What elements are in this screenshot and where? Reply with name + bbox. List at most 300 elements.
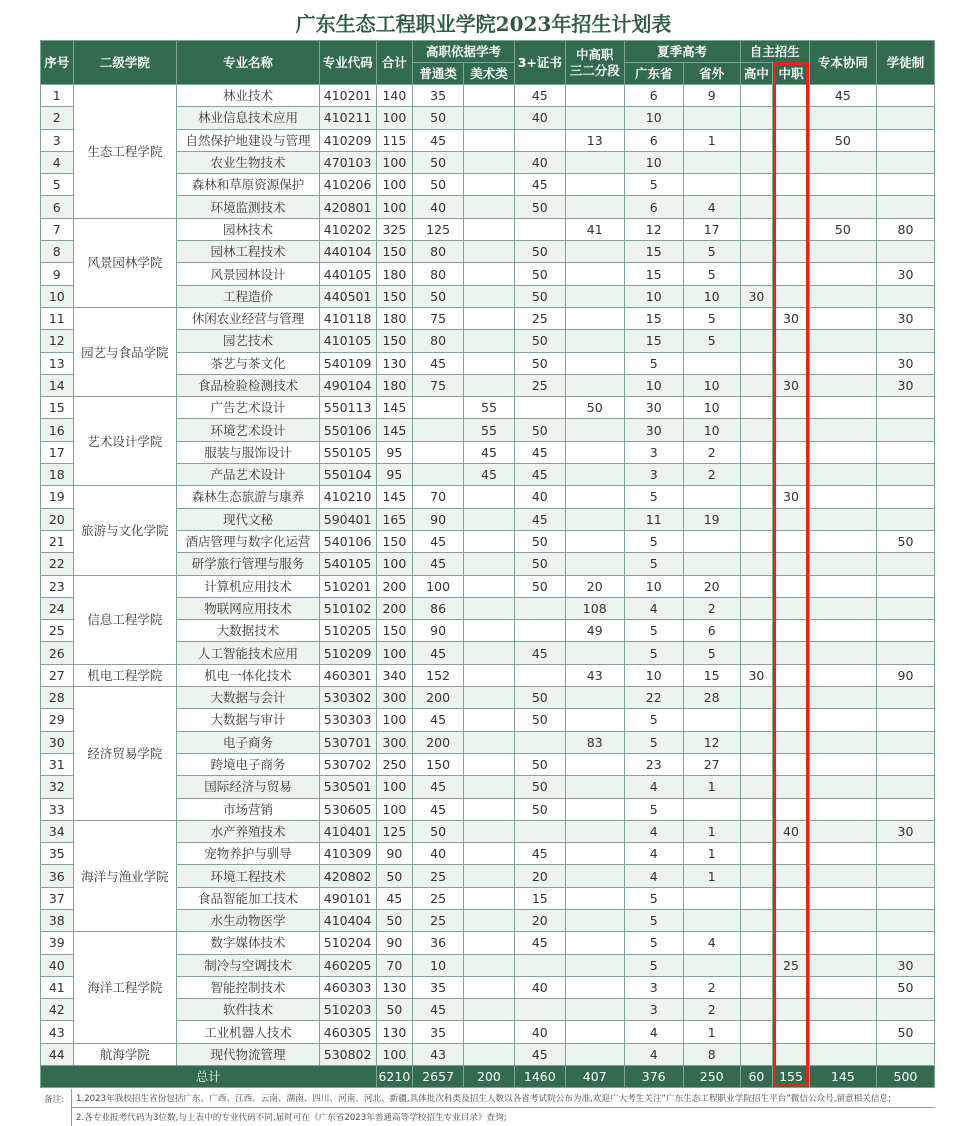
cell-self-high [740,999,773,1021]
cell-self-mid [773,85,810,107]
cell-gaozhi-general: 45 [413,530,464,552]
cell-gaozhi-general [413,419,464,441]
cell-self-mid: 30 [773,486,810,508]
notes-divider [72,1107,935,1108]
cell-cert: 40 [514,976,565,998]
cell-total: 100 [376,151,413,173]
cell-code: 460205 [319,954,376,976]
cell-zhonggao [565,642,624,664]
cell-summer-gd: 5 [624,731,683,753]
cell-major: 现代物流管理 [177,1043,319,1065]
cell-summer-gd: 15 [624,330,683,352]
cell-major: 园林技术 [177,218,319,240]
cell-gaozhi-general: 90 [413,508,464,530]
cell-self-mid [773,597,810,619]
cell-gaozhi-art [464,887,515,909]
cell-self-mid: 30 [773,307,810,329]
cell-summer-gd: 5 [624,909,683,931]
cell-summer-out: 1 [683,776,740,798]
total-value: 2657 [413,1066,464,1088]
cell-zhuanben [809,820,876,842]
cell-apprentice [876,642,934,664]
cell-summer-gd: 10 [624,107,683,129]
cell-summer-out: 28 [683,687,740,709]
cell-self-high [740,776,773,798]
cell-apprentice [876,553,934,575]
cell-self-mid [773,107,810,129]
cell-gaozhi-art [464,530,515,552]
table-row [41,1043,935,1065]
cell-total: 145 [376,397,413,419]
cell-major: 制冷与空调技术 [177,954,319,976]
cell-summer-out: 1 [683,865,740,887]
cell-summer-out: 8 [683,1043,740,1065]
cell-zhonggao [565,107,624,129]
cell-zhuanben [809,374,876,396]
cell-self-high [740,374,773,396]
cell-summer-gd: 22 [624,687,683,709]
notes-line-1: 1.2023年我校招生省份包括广东、广西、江西、云南、湖南、四川、河南、河北、新疆,具体批次科类及招生人数以各省考试院公布为准,欢迎广大考生关注“广东生态工程职业学院招生平台”微信公众号,留意相关信息; [76,1094,891,1104]
cell-gaozhi-general: 125 [413,218,464,240]
cell-zhuanben [809,263,876,285]
cell-apprentice [876,887,934,909]
cell-apprentice [876,151,934,173]
header-self-high: 高中 [740,63,773,85]
cell-self-high [740,954,773,976]
cell-total: 250 [376,753,413,775]
cell-zhonggao: 49 [565,620,624,642]
cell-summer-out: 2 [683,597,740,619]
cell-code: 440501 [319,285,376,307]
cell-major: 服装与服饰设计 [177,441,319,463]
cell-total: 300 [376,687,413,709]
cell-seq: 10 [41,285,74,307]
college-cell: 海洋工程学院 [73,932,177,1043]
cell-major: 人工智能技术应用 [177,642,319,664]
cell-gaozhi-art [464,932,515,954]
cell-major: 林业信息技术应用 [177,107,319,129]
cell-major: 林业技术 [177,85,319,107]
cell-code: 410404 [319,909,376,931]
cell-gaozhi-art [464,85,515,107]
cell-summer-gd: 10 [624,285,683,307]
table-row [41,307,935,329]
cell-gaozhi-art [464,820,515,842]
cell-self-high [740,642,773,664]
cell-code: 510102 [319,597,376,619]
header-summer-gd: 广东省 [624,63,683,85]
cell-gaozhi-art [464,731,515,753]
header-zhonggao-line2: 三二分段 [569,62,620,78]
cell-cert [514,620,565,642]
cell-summer-gd: 5 [624,798,683,820]
cell-cert: 50 [514,241,565,263]
cell-gaozhi-general: 25 [413,909,464,931]
cell-summer-gd: 5 [624,174,683,196]
notes-label: 备注: [40,1089,72,1126]
cell-self-mid [773,731,810,753]
cell-summer-gd: 30 [624,419,683,441]
cell-total: 100 [376,1043,413,1065]
cell-self-high [740,932,773,954]
cell-summer-gd: 5 [624,954,683,976]
header-summer-out: 省外 [683,63,740,85]
enrollment-plan-table [40,40,935,1088]
header-code: 专业代码 [319,41,376,85]
cell-gaozhi-art [464,107,515,129]
cell-summer-gd: 4 [624,597,683,619]
cell-cert: 20 [514,909,565,931]
cell-total: 90 [376,843,413,865]
cell-zhuanben [809,107,876,129]
college-cell: 园艺与食品学院 [73,307,177,396]
cell-gaozhi-general: 80 [413,263,464,285]
cell-apprentice [876,620,934,642]
cell-gaozhi-general: 45 [413,129,464,151]
cell-zhonggao: 50 [565,397,624,419]
cell-seq: 15 [41,397,74,419]
cell-self-mid [773,151,810,173]
cell-summer-out: 15 [683,664,740,686]
cell-summer-out [683,352,740,374]
cell-gaozhi-general: 200 [413,687,464,709]
cell-self-mid [773,129,810,151]
cell-apprentice [876,241,934,263]
cell-zhonggao [565,753,624,775]
table-row [41,218,935,240]
cell-summer-gd: 6 [624,85,683,107]
cell-cert: 45 [514,843,565,865]
page-title: 广东生态工程职业学院2023年招生计划表 [295,12,672,36]
cell-zhonggao [565,553,624,575]
cell-total: 50 [376,999,413,1021]
cell-gaozhi-general: 86 [413,597,464,619]
cell-gaozhi-general [413,441,464,463]
cell-seq: 6 [41,196,74,218]
cell-self-mid [773,196,810,218]
cell-cert: 40 [514,107,565,129]
cell-gaozhi-general: 45 [413,776,464,798]
cell-summer-out [683,887,740,909]
cell-summer-gd: 5 [624,530,683,552]
cell-gaozhi-general: 35 [413,85,464,107]
cell-gaozhi-general: 90 [413,620,464,642]
cell-summer-gd: 5 [624,887,683,909]
cell-gaozhi-art [464,352,515,374]
cell-total: 150 [376,285,413,307]
cell-zhonggao [565,508,624,530]
cell-apprentice [876,107,934,129]
cell-zhonggao: 108 [565,597,624,619]
cell-self-high [740,553,773,575]
total-value: 250 [683,1066,740,1088]
cell-zhonggao [565,909,624,931]
cell-summer-gd: 3 [624,976,683,998]
cell-total: 340 [376,664,413,686]
cell-apprentice [876,709,934,731]
cell-gaozhi-art [464,263,515,285]
cell-zhonggao [565,530,624,552]
cell-zhonggao: 20 [565,575,624,597]
cell-summer-out: 5 [683,330,740,352]
cell-gaozhi-general: 50 [413,151,464,173]
cell-self-high [740,709,773,731]
cell-self-mid [773,218,810,240]
cell-zhonggao [565,174,624,196]
cell-gaozhi-art: 45 [464,441,515,463]
cell-seq: 32 [41,776,74,798]
cell-zhuanben [809,731,876,753]
cell-zhuanben [809,285,876,307]
header-self-mid: 中职 [773,63,810,85]
cell-total: 200 [376,575,413,597]
cell-apprentice: 30 [876,307,934,329]
cell-self-high [740,798,773,820]
total-row [41,1066,935,1088]
cell-summer-out: 12 [683,731,740,753]
cell-zhuanben: 45 [809,85,876,107]
cell-total: 145 [376,486,413,508]
table-row [41,820,935,842]
cell-summer-out [683,151,740,173]
cell-major: 研学旅行管理与服务 [177,553,319,575]
cell-self-high [740,843,773,865]
total-value: 200 [464,1066,515,1088]
cell-summer-out [683,709,740,731]
cell-self-mid [773,464,810,486]
cell-code: 440105 [319,263,376,285]
cell-seq: 17 [41,441,74,463]
cell-code: 530501 [319,776,376,798]
cell-total: 100 [376,798,413,820]
cell-summer-out: 10 [683,285,740,307]
cell-seq: 5 [41,174,74,196]
cell-self-high [740,441,773,463]
cell-zhonggao: 13 [565,129,624,151]
cell-total: 95 [376,441,413,463]
cell-code: 410309 [319,843,376,865]
cell-total: 180 [376,263,413,285]
cell-self-high [740,820,773,842]
cell-cert [514,731,565,753]
cell-zhonggao [565,441,624,463]
cell-gaozhi-general: 45 [413,709,464,731]
cell-gaozhi-art [464,575,515,597]
cell-zhuanben [809,753,876,775]
cell-self-high [740,1021,773,1043]
table-row [41,575,935,597]
cell-seq: 44 [41,1043,74,1065]
cell-gaozhi-art [464,129,515,151]
cell-zhuanben [809,174,876,196]
cell-self-high [740,1043,773,1065]
cell-zhuanben [809,397,876,419]
cell-apprentice [876,798,934,820]
cell-zhuanben [809,1021,876,1043]
cell-gaozhi-general: 75 [413,374,464,396]
cell-gaozhi-general: 75 [413,307,464,329]
cell-code: 530802 [319,1043,376,1065]
cell-total: 100 [376,642,413,664]
table-row [41,687,935,709]
cell-gaozhi-general: 50 [413,174,464,196]
cell-summer-out: 10 [683,419,740,441]
cell-gaozhi-art: 55 [464,397,515,419]
cell-zhonggao: 41 [565,218,624,240]
cell-seq: 13 [41,352,74,374]
cell-zhonggao [565,798,624,820]
cell-summer-gd: 4 [624,843,683,865]
cell-gaozhi-art [464,976,515,998]
cell-gaozhi-art [464,843,515,865]
cell-gaozhi-general: 43 [413,1043,464,1065]
cell-major: 计算机应用技术 [177,575,319,597]
cell-major: 广告艺术设计 [177,397,319,419]
cell-total: 150 [376,241,413,263]
cell-gaozhi-art [464,553,515,575]
header-apprentice: 学徒制 [876,41,934,85]
table-row [41,85,935,107]
cell-self-mid [773,843,810,865]
cell-self-high [740,307,773,329]
notes-line-2: 2.各专业报考代码为3位数,与上表中的专业代码不同,届时可在《广东省2023年普通高等学校招生专业目录》查询; [76,1113,507,1123]
cell-self-mid [773,285,810,307]
cell-total: 50 [376,865,413,887]
cell-zhonggao [565,196,624,218]
cell-total: 100 [376,174,413,196]
cell-cert: 45 [514,642,565,664]
cell-zhonggao [565,687,624,709]
cell-cert: 45 [514,85,565,107]
cell-zhonggao [565,1043,624,1065]
cell-summer-out [683,530,740,552]
cell-self-mid [773,887,810,909]
cell-summer-out: 4 [683,932,740,954]
cell-self-high [740,753,773,775]
cell-gaozhi-art [464,1021,515,1043]
cell-cert: 50 [514,753,565,775]
cell-self-high [740,107,773,129]
cell-code: 530302 [319,687,376,709]
cell-seq: 29 [41,709,74,731]
cell-apprentice [876,397,934,419]
cell-cert: 25 [514,307,565,329]
cell-summer-gd: 5 [624,352,683,374]
cell-gaozhi-general: 25 [413,865,464,887]
cell-self-high [740,218,773,240]
cell-major: 智能控制技术 [177,976,319,998]
cell-total: 70 [376,954,413,976]
cell-code: 540105 [319,553,376,575]
cell-gaozhi-general: 45 [413,352,464,374]
cell-code: 410105 [319,330,376,352]
cell-self-mid [773,709,810,731]
cell-total: 95 [376,464,413,486]
cell-apprentice: 50 [876,530,934,552]
cell-self-high: 30 [740,285,773,307]
cell-self-mid [773,441,810,463]
cell-cert: 45 [514,441,565,463]
cell-apprentice [876,999,934,1021]
cell-self-high [740,464,773,486]
cell-total: 145 [376,419,413,441]
cell-total: 130 [376,1021,413,1043]
cell-summer-out: 5 [683,642,740,664]
cell-total: 50 [376,909,413,931]
cell-seq: 36 [41,865,74,887]
cell-zhonggao [565,486,624,508]
cell-cert [514,664,565,686]
cell-gaozhi-general: 50 [413,285,464,307]
cell-seq: 8 [41,241,74,263]
cell-cert: 50 [514,530,565,552]
cell-summer-out: 5 [683,241,740,263]
cell-gaozhi-general: 45 [413,999,464,1021]
cell-cert [514,820,565,842]
cell-code: 550113 [319,397,376,419]
cell-total: 165 [376,508,413,530]
cell-cert: 50 [514,798,565,820]
college-cell: 风景园林学院 [73,218,177,307]
cell-gaozhi-general: 45 [413,798,464,820]
cell-self-high [740,330,773,352]
cell-total: 180 [376,307,413,329]
cell-zhuanben [809,798,876,820]
cell-code: 470103 [319,151,376,173]
cell-seq: 37 [41,887,74,909]
cell-gaozhi-general: 50 [413,107,464,129]
cell-major: 茶艺与茶文化 [177,352,319,374]
header-zhuanben: 专本协同 [809,41,876,85]
header-college: 二级学院 [73,41,177,85]
cell-summer-gd: 10 [624,575,683,597]
cell-summer-out: 19 [683,508,740,530]
cell-apprentice [876,597,934,619]
cell-code: 420801 [319,196,376,218]
cell-summer-out: 5 [683,307,740,329]
cell-gaozhi-art [464,909,515,931]
cell-gaozhi-general: 150 [413,753,464,775]
cell-zhuanben: 50 [809,218,876,240]
cell-self-high [740,508,773,530]
cell-summer-out: 2 [683,976,740,998]
cell-gaozhi-art [464,241,515,263]
cell-summer-out [683,174,740,196]
cell-zhonggao [565,464,624,486]
cell-cert: 40 [514,1021,565,1043]
cell-major: 机电一体化技术 [177,664,319,686]
cell-zhonggao [565,307,624,329]
cell-cert: 40 [514,151,565,173]
total-value: 155 [773,1066,810,1088]
cell-seq: 23 [41,575,74,597]
cell-gaozhi-general: 100 [413,575,464,597]
cell-summer-gd: 15 [624,241,683,263]
cell-seq: 42 [41,999,74,1021]
cell-seq: 35 [41,843,74,865]
cell-zhonggao [565,1021,624,1043]
cell-zhonggao [565,976,624,998]
cell-summer-gd: 4 [624,1043,683,1065]
cell-seq: 41 [41,976,74,998]
cell-gaozhi-art [464,374,515,396]
header-gaozhi-art: 美术类 [464,63,515,85]
cell-seq: 14 [41,374,74,396]
cell-zhonggao [565,374,624,396]
cell-major: 水产养殖技术 [177,820,319,842]
cell-apprentice [876,753,934,775]
cell-apprentice: 30 [876,374,934,396]
